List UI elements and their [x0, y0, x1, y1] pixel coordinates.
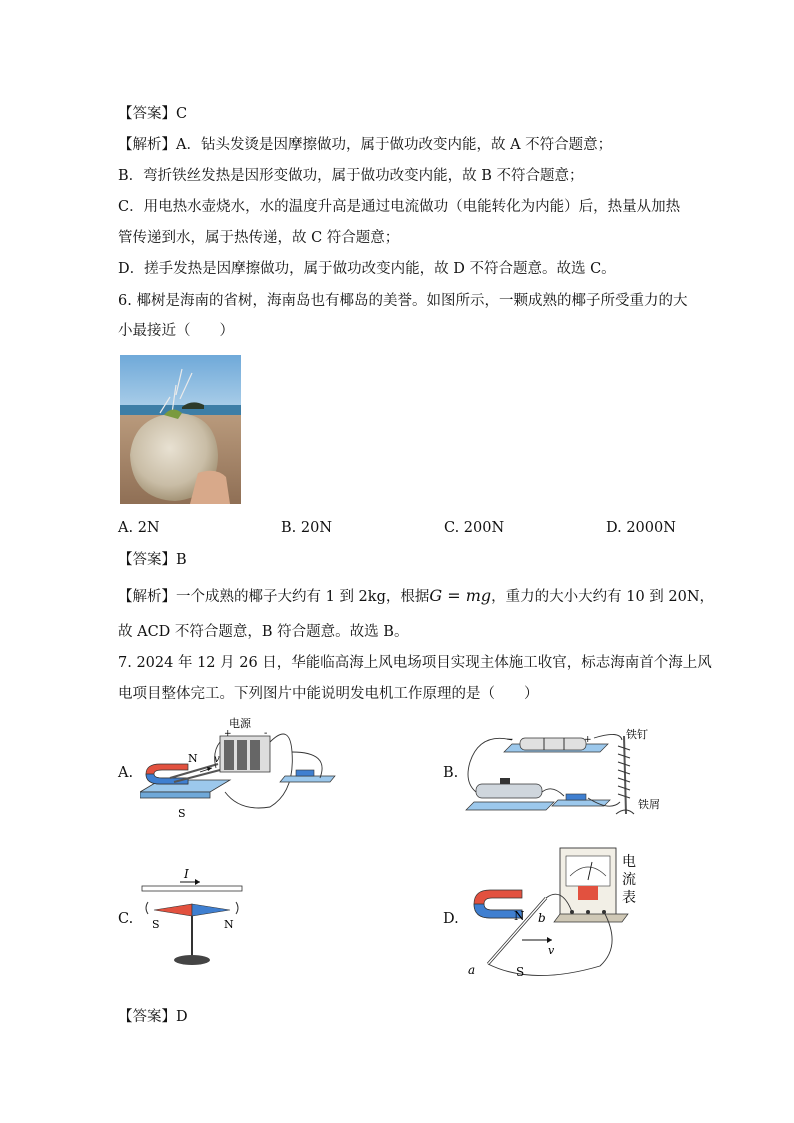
gravity-formula: G = mg — [429, 586, 492, 605]
fig-d-meter-char-2: 流 — [622, 872, 636, 888]
fig-d-meter-char-3: 表 — [622, 890, 636, 906]
q6-analysis-pre: 【解析】一个成熟的椰子大约有 1 到 2kg，根据 — [118, 589, 430, 605]
q6-answer: 【答案】B — [118, 552, 187, 568]
fig-b-minus: − — [506, 735, 514, 745]
figure-a-motor-circuit — [140, 712, 340, 822]
coconut-photo — [120, 355, 241, 504]
q6-option-c: C. 200N — [444, 520, 505, 536]
fig-c-n: N — [224, 918, 234, 931]
q6-analysis-line2: 故 ACD 不符合题意，B 符合题意。故选 B。 — [118, 624, 409, 640]
figure-c-oersted-experiment — [138, 862, 248, 970]
fig-b-plus: + — [584, 735, 592, 745]
figure-d-generator-galvanometer — [462, 846, 642, 986]
q6-stem-line1: 6. 椰树是海南的省树，海南岛也有椰岛的美誉。如图所示，一颗成熟的椰子所受重力的大 — [118, 293, 688, 309]
q5-analysis-c1: C．用电热水壶烧水，水的温度升高是通过电流做功（电能转化为内能）后，热量从加热 — [118, 199, 681, 215]
fig-a-power-label: 电源 — [229, 717, 251, 730]
fig-b-filings-label: 铁屑 — [638, 798, 660, 811]
q7-answer: 【答案】D — [118, 1009, 188, 1025]
fig-d-v: v — [548, 944, 555, 957]
fig-c-current: I — [184, 867, 189, 881]
fig-a-v: v — [214, 754, 220, 765]
q6-stem-line2: 小最接近（ ） — [118, 323, 234, 339]
fig-d-a: a — [468, 963, 476, 977]
fig-d-meter-char-1: 电 — [622, 854, 636, 870]
q7-option-b-label: B. — [443, 765, 459, 781]
q6-analysis-post: ，重力的大小大约有 10 到 20N， — [491, 589, 715, 605]
q6-option-a: A. 2N — [118, 520, 160, 536]
fig-d-s: S — [516, 965, 525, 979]
q7-stem-line2: 电项目整体完工。下列图片中能说明发电机工作原理的是（ ） — [118, 686, 539, 702]
q7-option-a-label: A. — [118, 765, 134, 781]
fig-a-plus: + — [224, 729, 232, 739]
q6-option-b: B. 20N — [281, 520, 333, 536]
q7-option-d-label: D. — [443, 911, 459, 927]
q5-analysis-c2: 管传递到水，属于热传递，故 C 符合题意； — [118, 230, 400, 246]
q5-answer: 【答案】C — [118, 106, 188, 122]
q5-analysis-b: B．弯折铁丝发热是因形变做功，属于做功改变内能，故 B 不符合题意； — [118, 168, 584, 184]
figure-b-electromagnet-circuit — [460, 722, 690, 822]
fig-c-s: S — [152, 918, 160, 931]
fig-b-nail-label: 铁钉 — [626, 728, 648, 741]
fig-a-n: N — [188, 752, 198, 765]
fig-a-minus: - — [264, 728, 268, 739]
q7-stem-line1: 7. 2024 年 12 月 26 日，华能临高海上风电场项目实现主体施工收官，标志海南首个海上风 — [118, 655, 712, 671]
q5-analysis-d: D．搓手发热是因摩擦做功，属于做功改变内能，故 D 不符合题意。故选 C。 — [118, 261, 616, 277]
q6-analysis-line1 — [118, 586, 714, 607]
fig-d-n: N — [514, 909, 525, 923]
q5-analysis-a: 【解析】A．钻头发烫是因摩擦做功，属于做功改变内能，故 A 不符合题意； — [118, 137, 613, 153]
fig-a-s: S — [178, 807, 186, 820]
q6-option-d: D. 2000N — [606, 520, 676, 536]
q7-option-c-label: C. — [118, 911, 134, 927]
fig-d-b: b — [538, 911, 546, 925]
